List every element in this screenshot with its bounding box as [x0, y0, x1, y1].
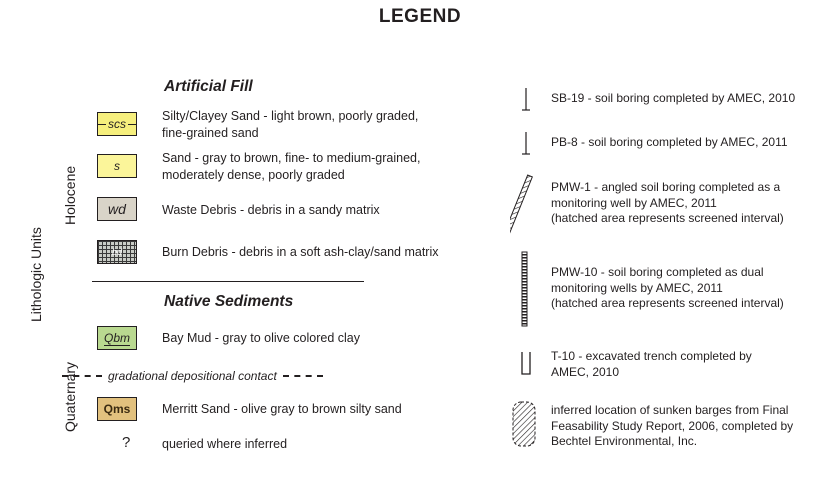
t10-line2: AMEC, 2010	[551, 364, 620, 379]
native-sediments-title: Native Sediments	[164, 293, 294, 310]
pmw1-line2: monitoring well by AMEC, 2011	[551, 195, 717, 210]
dashed-line-left	[62, 375, 102, 377]
swatch-qbm-label: Qbm	[103, 330, 130, 345]
pmw10-line2: monitoring wells by AMEC, 2011	[551, 280, 723, 295]
swatch-bd	[97, 240, 137, 264]
pmw10-line1: PMW-10 - soil boring completed as dual	[551, 265, 764, 279]
unit-scs-desc-line2: fine-grained sand	[162, 126, 259, 140]
barge-line3: Bechtel Environmental, Inc.	[551, 434, 698, 448]
unit-bd-description: Burn Debris - debris in a soft ash-clay/sand matrix	[162, 245, 439, 259]
swatch-scs	[97, 112, 137, 136]
unit-s-description	[162, 150, 420, 184]
artificial-fill-title: Artificial Fill	[164, 78, 253, 95]
pmw1-description	[551, 180, 784, 227]
barge-outline-icon	[513, 402, 535, 446]
sb19-line1: SB-19 - soil boring completed by AMEC, 2010	[551, 91, 796, 105]
pmw1-line1: PMW-1 - angled soil boring completed as a	[551, 180, 781, 194]
section-divider	[92, 281, 364, 282]
queried-description: queried where inferred	[162, 437, 288, 451]
unit-scs-desc-line1: Silty/Clayey Sand - light brown, poorly graded,	[162, 109, 419, 123]
unit-scs-description	[162, 108, 418, 142]
barge-line1: inferred location of sunken barges from Final	[551, 403, 789, 417]
lithologic-units-label: Lithologic Units	[28, 227, 44, 322]
holocene-label: Holocene	[62, 165, 78, 225]
dashed-line-right	[283, 375, 323, 377]
soil-boring-icon	[522, 132, 530, 154]
swatch-wd	[97, 197, 137, 221]
quaternary-label: Quaternary	[62, 361, 78, 432]
pb8-line1: PB-8 - soil boring completed by AMEC, 2011	[551, 135, 788, 149]
barge-description	[551, 403, 793, 450]
queried-symbol: ?	[122, 434, 131, 451]
sb19-description	[551, 91, 795, 107]
pmw1-line3: (hatched area represents screened interval)	[551, 211, 784, 225]
unit-qbm-description: Bay Mud - gray to olive colored clay	[162, 331, 361, 345]
barge-line2: Feasability Study Report, 2006, completed by	[551, 418, 794, 433]
swatch-qbm	[97, 326, 137, 350]
dual-well-icon	[522, 252, 527, 326]
pmw10-line3: (hatched area represents screened interval)	[551, 296, 784, 310]
swatch-s-label: s	[114, 159, 120, 173]
soil-boring-icon	[522, 88, 530, 110]
trench-icon	[522, 352, 530, 374]
t10-description	[551, 349, 752, 380]
unit-s-desc-line2: moderately dense, poorly graded	[162, 168, 345, 182]
pmw10-description	[551, 265, 784, 312]
right-symbols	[510, 80, 550, 460]
legend-title: LEGEND	[378, 6, 462, 27]
swatch-s	[97, 154, 137, 178]
swatch-qms	[97, 397, 137, 421]
angled-well-icon	[510, 175, 532, 238]
gradational-contact-label: gradational depositional contact	[108, 369, 277, 383]
pb8-description	[551, 135, 788, 151]
swatch-wd-label: wd	[108, 201, 126, 217]
unit-wd-description: Waste Debris - debris in a sandy matrix	[162, 203, 380, 217]
unit-qms-description: Merritt Sand - olive gray to brown silty sand	[162, 402, 402, 416]
swatch-qms-label: Qms	[103, 402, 131, 416]
swatch-scs-label: scs	[108, 117, 126, 131]
swatch-bd-label: bd	[111, 247, 122, 257]
t10-line1: T-10 - excavated trench completed by	[551, 349, 752, 363]
gradational-contact-row	[62, 369, 323, 383]
unit-s-desc-line1: Sand - gray to brown, fine- to medium-grained,	[162, 151, 421, 165]
